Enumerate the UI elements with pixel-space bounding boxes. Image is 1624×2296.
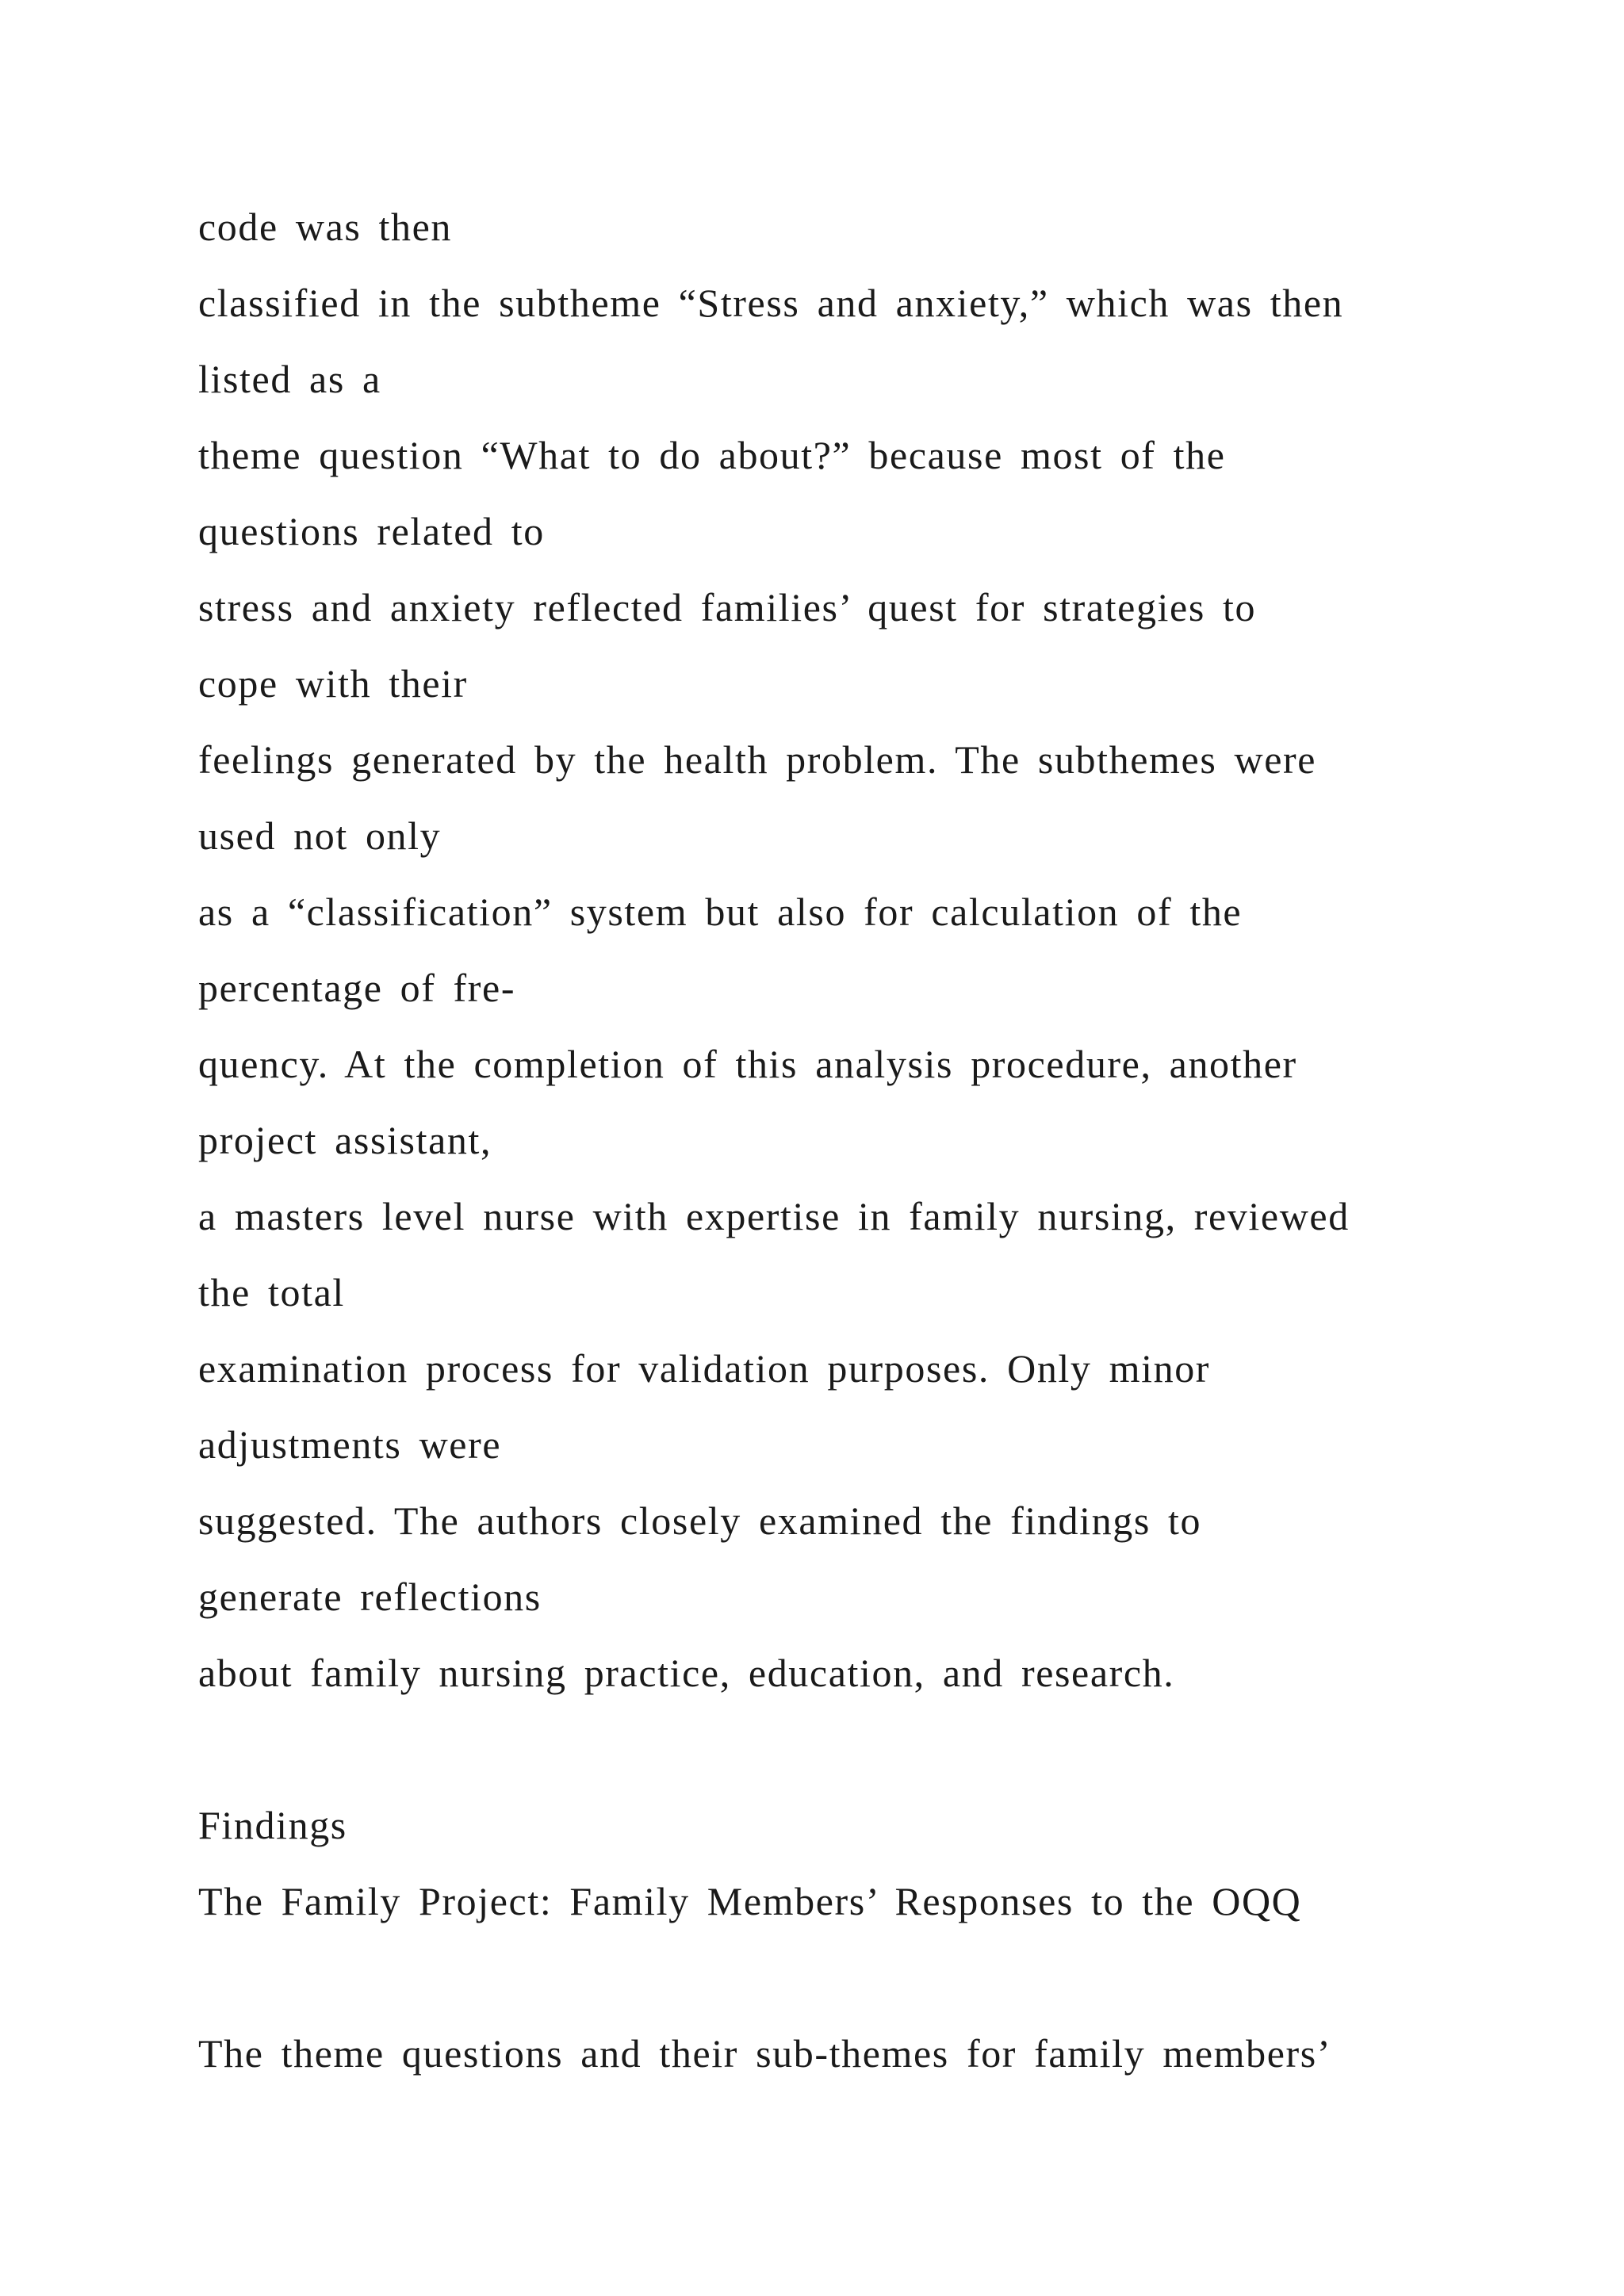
document-body — [198, 189, 1586, 2091]
body-line: as a “classification” system but also for calculation of the — [198, 890, 1243, 934]
body-line: listed as a — [198, 357, 381, 401]
body-line: examination process for validation purposes. Only minor — [198, 1346, 1211, 1391]
body-line: about family nursing practice, education, and research. — [198, 1651, 1175, 1695]
body-line: cope with their — [198, 661, 468, 706]
blank-line — [198, 1711, 1586, 1787]
body-line: a masters level nurse with expertise in family nursing, reviewed — [198, 1194, 1350, 1238]
body-line: The theme questions and their sub-themes for family members’ — [198, 2031, 1332, 2076]
body-line: quency. At the completion of this analysis procedure, another — [198, 1042, 1297, 1086]
subsection-heading: The Family Project: Family Members’ Responses to the OQQ — [198, 1879, 1302, 1923]
section-heading: Findings — [198, 1803, 347, 1847]
body-line: code was then — [198, 205, 453, 249]
body-line: stress and anxiety reflected families’ quest for strategies to — [198, 585, 1257, 629]
body-line: project assistant, — [198, 1118, 492, 1162]
body-line: theme question “What to do about?” because most of the — [198, 433, 1226, 477]
body-line: adjustments were — [198, 1422, 502, 1467]
body-line: percentage of fre- — [198, 966, 516, 1010]
body-line: feelings generated by the health problem. The subthemes were — [198, 737, 1317, 782]
body-line: used not only — [198, 813, 442, 858]
body-line: questions related to — [198, 509, 545, 553]
body-line: suggested. The authors closely examined the findings to — [198, 1498, 1202, 1543]
body-line: generate reflections — [198, 1575, 542, 1619]
body-line: classified in the subtheme “Stress and anxiety,” which was then — [198, 281, 1344, 325]
blank-line — [198, 1939, 1586, 2015]
body-line: the total — [198, 1270, 345, 1314]
